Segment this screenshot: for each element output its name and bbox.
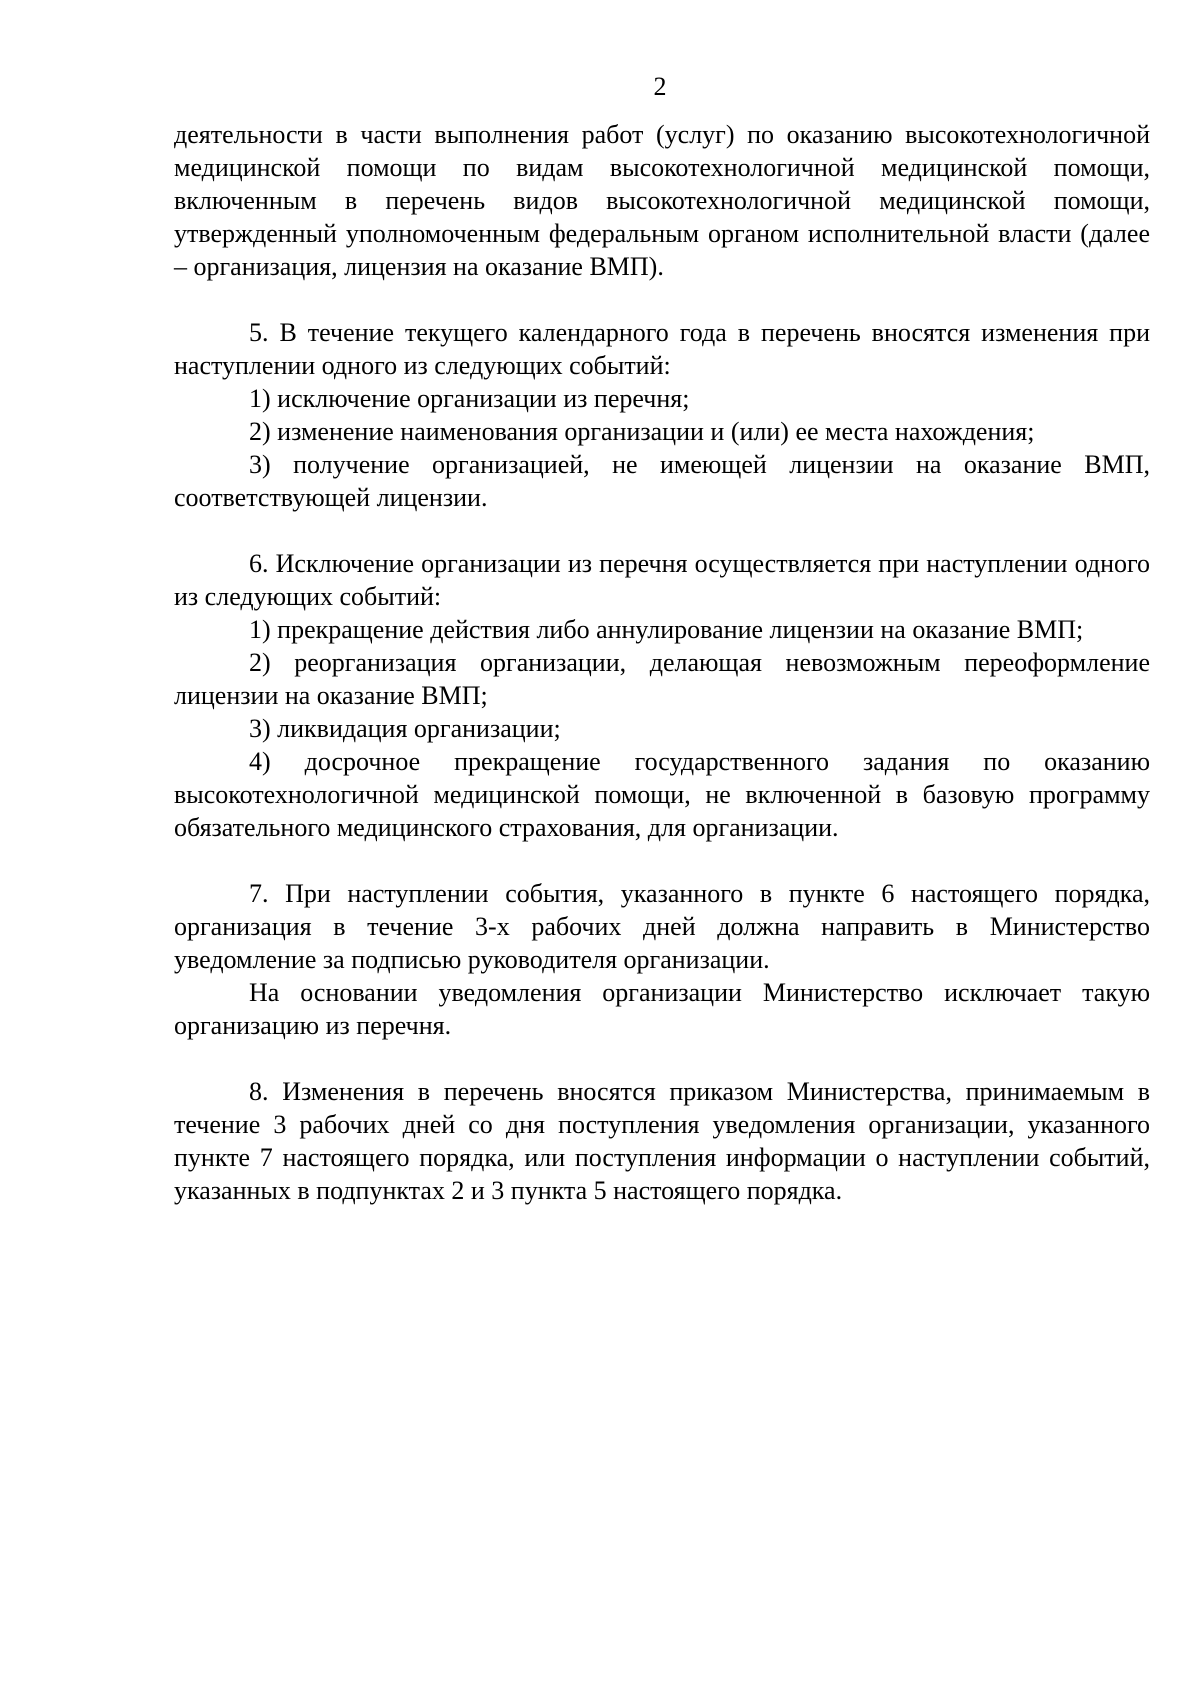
paragraph-5-item-3: 3) получение организацией, не имеющей лицензии на оказание ВМП, соответствующей лицензии. (174, 450, 1150, 512)
document-body (174, 118, 1150, 1207)
paragraph-5-item-1: 1) исключение организации из перечня; (249, 384, 690, 413)
paragraph-7-continuation: На основании уведомления организации Министерство исключает такую организацию из перечня. (174, 978, 1150, 1040)
paragraph-gap (174, 844, 1150, 877)
paragraph-8: 8. Изменения в перечень вносятся приказом Министерства, принимаемым в течение 3 рабочих дней со дня поступления уведомления организации, указанного пункте 7 настоящего порядка, или поступления информации о наступлении событий, указанных в подпунктах 2 и 3 пункта 5 настоящего порядка. (174, 1077, 1150, 1205)
paragraph-7: 7. При наступлении события, указанного в пункте 6 настоящего порядка, организация в течение 3-х рабочих дней должна направить в Министерство уведомление за подписью руководителя организации. (174, 879, 1150, 974)
paragraph-6-item-1: 1) прекращение действия либо аннулирование лицензии на оказание ВМП; (249, 615, 1084, 644)
page-number: 2 (653, 72, 667, 101)
paragraph-gap (174, 283, 1150, 316)
paragraph-6-item-2: 2) реорганизация организации, делающая невозможным переоформление лицензии на оказание ВМП; (174, 648, 1150, 710)
paragraph-intro: деятельности в части выполнения работ (услуг) по оказанию высокотехнологичной медицинской помощи по видам высокотехнологичной медицинской помощи, включенным в перечень видов высокотехнологичной медицинской помощи, утвержденный уполномоченным федеральным органом исполнительной власти (далее – организация, лицензия на оказание ВМП). (174, 120, 1150, 281)
paragraph-5: 5. В течение текущего календарного года в перечень вносятся изменения при наступлении одного из следующих событий: (174, 318, 1150, 380)
paragraph-gap (174, 1042, 1150, 1075)
paragraph-gap (174, 514, 1150, 547)
paragraph-6: 6. Исключение организации из перечня осуществляется при наступлении одного из следующих событий: (174, 549, 1150, 611)
paragraph-6-item-3: 3) ликвидация организации; (249, 714, 561, 743)
paragraph-5-item-2: 2) изменение наименования организации и (или) ее места нахождения; (249, 417, 1035, 446)
paragraph-6-item-4: 4) досрочное прекращение государственного задания по оказанию высокотехнологичной медицинской помощи, не включенной в базовую программу обязательного медицинского страхования, для организации. (174, 747, 1150, 842)
